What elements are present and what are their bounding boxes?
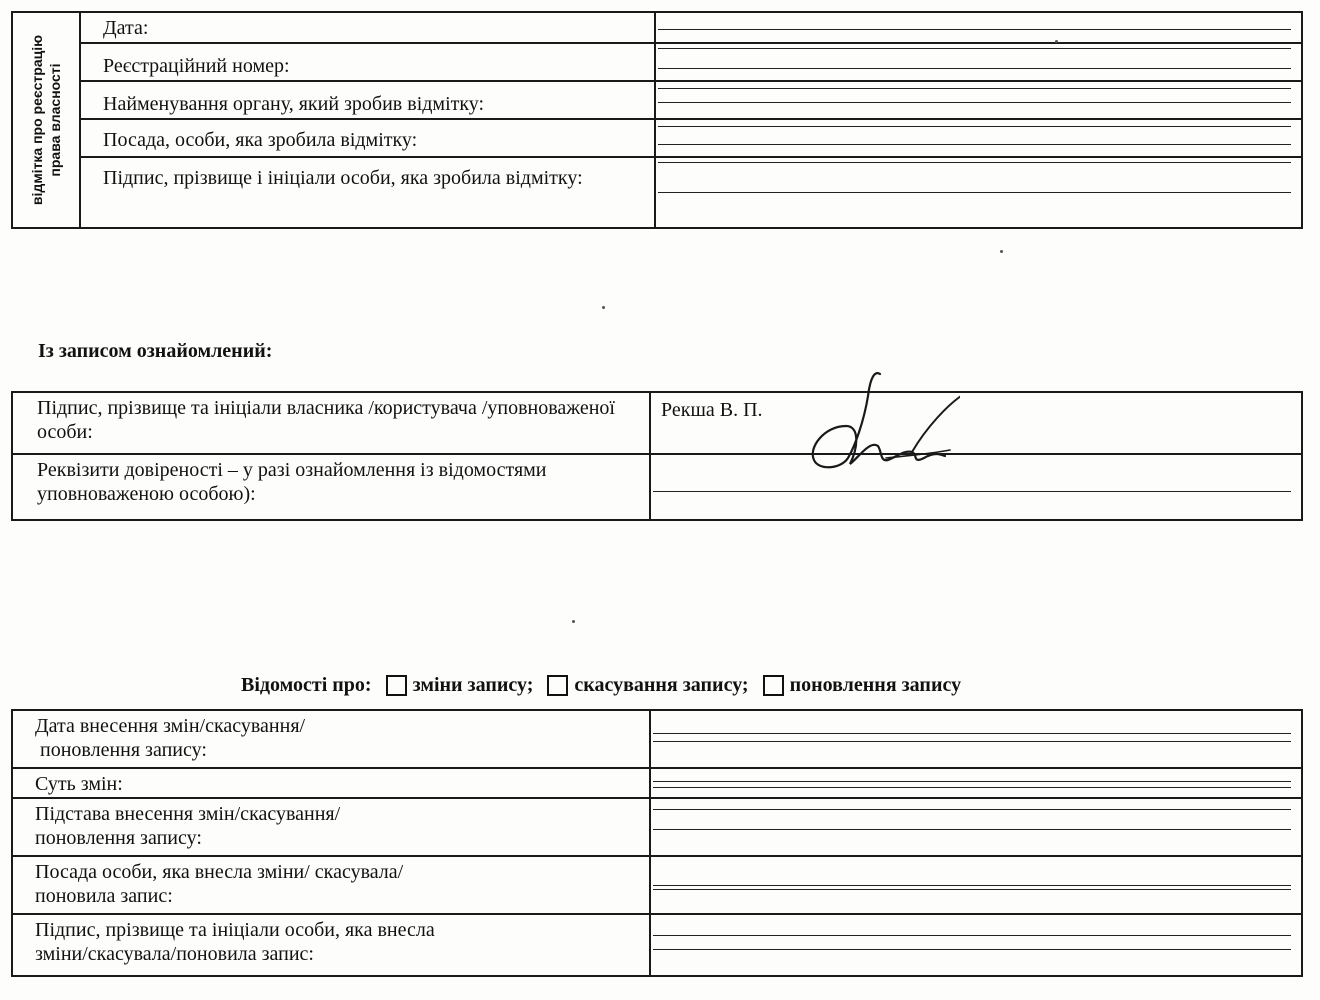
handwritten-signature: [800, 366, 960, 476]
owner-name: Рекша В. П.: [650, 392, 1302, 454]
change-signature-label-line1: Підпис, прізвище та ініціали особи, яка внесла: [35, 919, 435, 941]
reg-number-label: Реєстраційний номер:: [80, 43, 655, 81]
authority-field[interactable]: [655, 81, 1302, 119]
change-signature-label: [12, 914, 650, 976]
renewal-option-label: поновлення запису: [789, 674, 962, 696]
changes-option-label: зміни запису;: [412, 674, 534, 696]
change-essence-label-line1: Суть змін:: [35, 773, 123, 795]
change-position-label-line1: Посада особи, яка внесла зміни/ скасувала/: [35, 861, 404, 883]
change-signature-label-line2: зміни/скасувала/поновила запис:: [35, 943, 314, 965]
reg-number-field[interactable]: [655, 43, 1302, 81]
change-basis-label: [12, 798, 650, 856]
change-date-field[interactable]: [650, 710, 1302, 768]
side-label-line1: відмітка про реєстрацію: [29, 34, 45, 206]
owner-signature-label: Підпис, прізвище та ініціали власника /користувача /уповноваженої особи:: [12, 392, 650, 454]
cancellation-checkbox[interactable]: [547, 675, 568, 696]
signature-field[interactable]: [655, 157, 1302, 228]
renewal-checkbox[interactable]: [763, 675, 784, 696]
change-signature-field[interactable]: [650, 914, 1302, 976]
date-field[interactable]: [655, 12, 1302, 43]
position-field[interactable]: [655, 119, 1302, 157]
changes-info-heading: [241, 674, 961, 697]
change-essence-label: [12, 768, 650, 798]
position-label: Посада, особи, яка зробила відмітку:: [80, 119, 655, 157]
change-position-label-line2: поновила запис:: [35, 885, 173, 907]
registration-mark-table: [11, 11, 1303, 229]
scan-speck: [572, 620, 575, 623]
change-basis-field[interactable]: [650, 798, 1302, 856]
power-of-attorney-label: Реквізити довіреності – у разі ознайомлення із відомостями уповноваженою особою):: [12, 454, 650, 520]
change-basis-label-line2: поновлення запису:: [35, 827, 202, 849]
changes-info-prefix: Відомості про:: [241, 674, 372, 696]
registration-side-label: [12, 12, 80, 228]
change-position-field[interactable]: [650, 856, 1302, 914]
scan-speck: [1000, 250, 1003, 253]
power-of-attorney-field[interactable]: [650, 454, 1302, 520]
acquaintance-heading: Із записом ознайомлений:: [38, 340, 273, 362]
authority-label: Найменування органу, який зробив відмітку:: [80, 81, 655, 119]
scan-speck: [602, 306, 605, 309]
scan-speck: [1055, 40, 1058, 43]
changes-table: [11, 709, 1303, 977]
side-label-line2: права власності: [47, 63, 63, 177]
change-essence-field[interactable]: [650, 768, 1302, 798]
changes-checkbox[interactable]: [386, 675, 407, 696]
signature-label: Підпис, прізвище і ініціали особи, яка зробила відмітку:: [80, 157, 655, 228]
change-basis-label-line1: Підстава внесення змін/скасування/: [35, 803, 341, 825]
change-position-label: [12, 856, 650, 914]
date-label: Дата:: [80, 12, 655, 43]
change-date-label: [12, 710, 650, 768]
cancellation-option-label: скасування запису;: [574, 674, 749, 696]
change-date-label-line1: Дата внесення змін/скасування/: [35, 715, 306, 737]
acquaintance-table: [11, 391, 1303, 521]
change-date-label-line2: поновлення запису:: [35, 739, 207, 761]
